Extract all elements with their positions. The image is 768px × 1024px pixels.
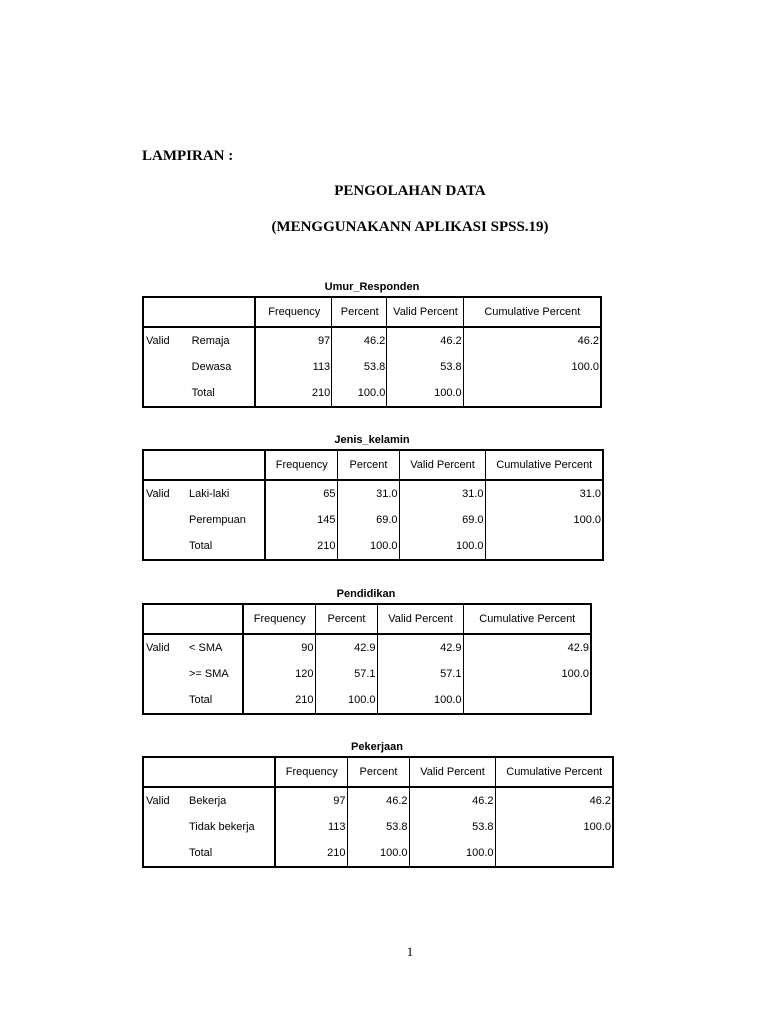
cell-valid-percent: 100.0 (409, 840, 495, 867)
cell-valid-percent: 53.8 (409, 814, 495, 840)
row-group-label: Valid (146, 335, 170, 347)
header-frequency: Frequency (275, 757, 347, 787)
row-label: < SMA (189, 642, 223, 654)
cell-valid-percent: 100.0 (387, 380, 463, 407)
row-group-label (143, 533, 187, 560)
cell-valid-percent: 42.9 (377, 634, 463, 661)
cell-percent: 57.1 (315, 661, 377, 687)
row-group-label (143, 814, 187, 840)
cell-cumulative-percent (495, 840, 613, 867)
header-empty (187, 604, 243, 634)
table-row (143, 787, 613, 814)
table-row-total (143, 533, 603, 560)
frequency-table (142, 756, 614, 868)
table-row (143, 507, 603, 533)
table-header-row (143, 757, 613, 787)
table-row (143, 480, 603, 507)
header-valid-percent: Valid Percent (399, 450, 485, 480)
header-cumulative-percent: Cumulative Percent (463, 604, 591, 634)
row-label: Bekerja (189, 795, 227, 807)
frequency-table (142, 296, 602, 408)
cell-percent: 46.2 (332, 327, 387, 354)
cell-percent: 53.8 (347, 814, 409, 840)
row-label: Total (189, 847, 213, 859)
row-group-label (143, 661, 187, 687)
cell-valid-percent: 57.1 (377, 661, 463, 687)
cell-cumulative-percent: 100.0 (463, 354, 601, 380)
header-cumulative-percent: Cumulative Percent (495, 757, 613, 787)
row-label: Perempuan (189, 514, 246, 526)
header-valid-percent: Valid Percent (409, 757, 495, 787)
header-frequency: Frequency (255, 297, 331, 327)
cell-valid-percent: 46.2 (387, 327, 463, 354)
table-pekerjaan (142, 740, 614, 868)
table-row (143, 814, 613, 840)
header-empty (143, 450, 187, 480)
cell-cumulative-percent: 46.2 (463, 327, 601, 354)
header-empty (143, 604, 187, 634)
header-percent: Percent (315, 604, 377, 634)
cell-cumulative-percent: 31.0 (485, 480, 603, 507)
cell-percent: 100.0 (332, 380, 387, 407)
header-empty (187, 450, 265, 480)
row-group-label: Valid (146, 642, 170, 654)
header-percent: Percent (337, 450, 399, 480)
table-row-total (143, 380, 601, 407)
table-row (143, 354, 601, 380)
row-label: Laki-laki (189, 488, 230, 500)
cell-frequency: 120 (243, 661, 315, 687)
table-row-total (143, 840, 613, 867)
cell-frequency: 210 (265, 533, 337, 560)
cell-frequency: 90 (243, 634, 315, 661)
table-jenis-kelamin (142, 433, 604, 561)
header-empty (143, 297, 190, 327)
cell-percent: 69.0 (337, 507, 399, 533)
header-valid-percent: Valid Percent (387, 297, 463, 327)
row-group-label (143, 354, 190, 380)
table-title: Pendidikan (336, 588, 396, 600)
cell-percent: 100.0 (337, 533, 399, 560)
row-label: Tidak bekerja (189, 821, 255, 833)
cell-percent: 100.0 (347, 840, 409, 867)
row-label: Remaja (191, 335, 230, 347)
header-valid-percent: Valid Percent (377, 604, 463, 634)
row-label: >= SMA (189, 668, 229, 680)
cell-cumulative-percent (463, 380, 601, 407)
cell-frequency: 97 (255, 327, 331, 354)
cell-cumulative-percent: 100.0 (485, 507, 603, 533)
cell-percent: 100.0 (315, 687, 377, 714)
header-frequency: Frequency (243, 604, 315, 634)
cell-valid-percent: 31.0 (399, 480, 485, 507)
cell-frequency: 113 (275, 814, 347, 840)
table-title: Pekerjaan (351, 741, 403, 753)
cell-cumulative-percent: 100.0 (463, 661, 591, 687)
header-percent: Percent (347, 757, 409, 787)
page-number: 1 (406, 944, 414, 959)
row-group-label (143, 380, 190, 407)
cell-cumulative-percent: 100.0 (495, 814, 613, 840)
row-label: Total (189, 694, 213, 706)
document-subtitle: (MENGGUNAKANN APLIKASI SPSS.19) (271, 219, 549, 235)
lampiran-label: LAMPIRAN : (142, 148, 234, 164)
table-header-row (143, 297, 601, 327)
cell-cumulative-percent (463, 687, 591, 714)
table-umur-responden (142, 280, 602, 408)
row-group-label (143, 840, 187, 867)
cell-frequency: 210 (275, 840, 347, 867)
cell-cumulative-percent (485, 533, 603, 560)
header-cumulative-percent: Cumulative Percent (485, 450, 603, 480)
cell-percent: 31.0 (337, 480, 399, 507)
frequency-table (142, 603, 592, 715)
cell-valid-percent: 46.2 (409, 787, 495, 814)
table-header-row (143, 604, 591, 634)
cell-percent: 46.2 (347, 787, 409, 814)
table-row-total (143, 687, 591, 714)
table-title: Umur_Responden (324, 281, 420, 293)
cell-frequency: 97 (275, 787, 347, 814)
cell-frequency: 145 (265, 507, 337, 533)
table-row (143, 634, 591, 661)
cell-frequency: 65 (265, 480, 337, 507)
row-label: Dewasa (191, 361, 232, 373)
frequency-table (142, 449, 604, 561)
header-empty (187, 757, 275, 787)
cell-frequency: 210 (243, 687, 315, 714)
header-cumulative-percent: Cumulative Percent (463, 297, 601, 327)
cell-cumulative-percent: 46.2 (495, 787, 613, 814)
header-empty (143, 757, 187, 787)
header-percent: Percent (332, 297, 387, 327)
cell-valid-percent: 100.0 (399, 533, 485, 560)
table-row (143, 327, 601, 354)
row-label: Total (189, 540, 213, 552)
row-group-label (143, 507, 187, 533)
cell-frequency: 113 (255, 354, 331, 380)
cell-valid-percent: 69.0 (399, 507, 485, 533)
document-title: PENGOLAHAN DATA (334, 183, 486, 199)
header-frequency: Frequency (265, 450, 337, 480)
header-empty (190, 297, 256, 327)
cell-percent: 53.8 (332, 354, 387, 380)
row-label: Total (191, 387, 215, 399)
table-title: Jenis_kelamin (334, 434, 410, 446)
row-group-label (143, 687, 187, 714)
table-pendidikan (142, 587, 592, 715)
cell-frequency: 210 (255, 380, 331, 407)
cell-percent: 42.9 (315, 634, 377, 661)
cell-valid-percent: 100.0 (377, 687, 463, 714)
table-header-row (143, 450, 603, 480)
table-row (143, 661, 591, 687)
cell-cumulative-percent: 42.9 (463, 634, 591, 661)
row-group-label: Valid (146, 488, 170, 500)
cell-valid-percent: 53.8 (387, 354, 463, 380)
row-group-label: Valid (146, 795, 170, 807)
